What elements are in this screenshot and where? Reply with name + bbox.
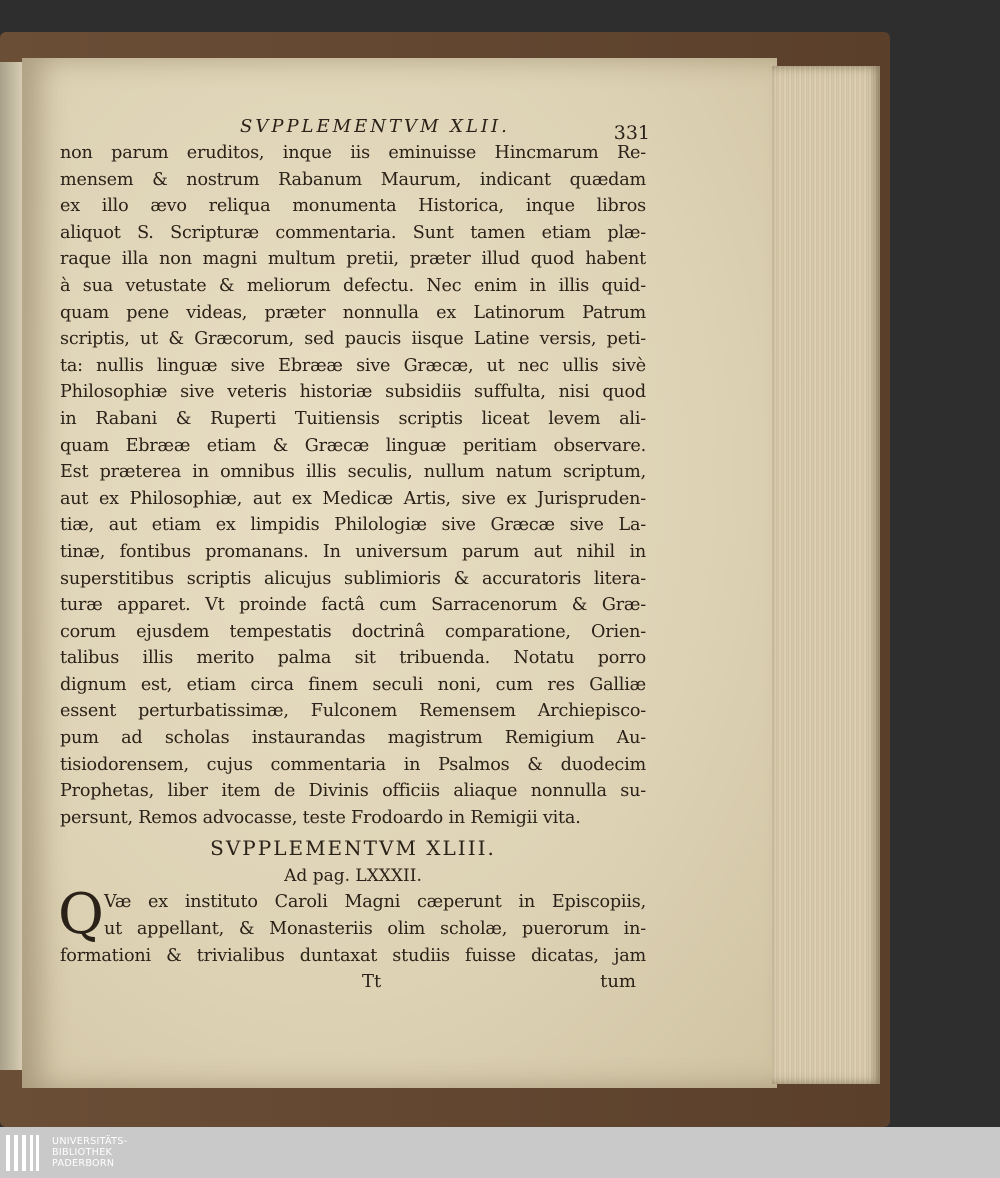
text-line: Philosophiæ sive veteris historiæ subsidiis suffulta, nisi quod xyxy=(60,382,646,403)
section-subtitle: Ad pag. LXXXII. xyxy=(284,866,422,887)
text-line: tisiodorensem, cujus commentaria in Psalmos & duodecim xyxy=(60,754,646,775)
text-line: persunt, Remos advocasse, teste Frodoardo in Remigii vita. xyxy=(60,807,581,828)
library-name-line: BIBLIOTHEK xyxy=(52,1147,113,1158)
running-head-title: SVPPLEMENTVM XLII. xyxy=(240,116,510,137)
page-foot xyxy=(60,969,646,997)
library-name-line: UNIVERSITÄTS- xyxy=(52,1136,128,1147)
running-head xyxy=(60,110,650,144)
text-line: turæ apparet. Vt proinde factâ cum Sarracenorum & Græ- xyxy=(60,595,646,616)
body-text xyxy=(60,140,646,831)
library-name xyxy=(52,1136,127,1169)
page-fore-edge xyxy=(772,66,880,1084)
text-line: talibus illis merito palma sit tribuenda. Notatu porro xyxy=(60,648,646,669)
text-line: quam pene videas, præter nonnulla ex Latinorum Patrum xyxy=(60,302,646,323)
text-line: non parum eruditos, inque iis eminuisse Hincmarum Re- xyxy=(60,143,646,163)
text-line: tinæ, fontibus promanans. In universum parum aut nihil in xyxy=(60,541,646,562)
page-number: 331 xyxy=(613,122,650,144)
footer-bar xyxy=(0,1127,1000,1178)
text-line: tiæ, aut etiam ex limpidis Philologiæ sive Græcæ sive La- xyxy=(60,515,646,536)
text-line: mensem & nostrum Rabanum Maurum, indicant quædam xyxy=(60,169,646,190)
section-title: SVPPLEMENTVM XLIII. xyxy=(210,836,496,861)
text-line: formationi & trivialibus duntaxat studiis fuisse dicatas, jam xyxy=(60,945,646,966)
text-line: pum ad scholas instaurandas magistrum Remigium Au- xyxy=(60,728,646,749)
left-page-edge xyxy=(0,62,24,1070)
catchword: tum xyxy=(600,971,636,993)
text-line: aliquot S. Scripturæ commentaria. Sunt tamen etiam plæ- xyxy=(60,222,646,243)
text-line: raque illa non magni multum pretii, præter illud quod habent xyxy=(60,249,646,270)
text-line: essent perturbatissimæ, Fulconem Remensem Archiepisco- xyxy=(60,701,646,722)
text-line: Væ ex instituto Caroli Magni cæperunt in Episcopiis, xyxy=(104,892,646,913)
signature-mark: Tt xyxy=(362,971,382,993)
section-text xyxy=(58,882,646,969)
text-line: à sua vetustate & meliorum defectu. Nec enim in illis quid- xyxy=(60,275,646,296)
drop-cap: Q xyxy=(58,882,104,948)
text-line: aut ex Philosophiæ, aut ex Medicæ Artis, sive ex Jurispruden- xyxy=(60,488,646,509)
library-name-line: PADERBORN xyxy=(52,1158,115,1169)
text-line: scriptis, ut & Græcorum, sed paucis iisque Latine versis, peti- xyxy=(60,329,646,350)
text-line: Prophetas, liber item de Divinis officiis aliaque nonnulla su- xyxy=(60,781,646,802)
text-line: ex illo ævo reliqua monumenta Historica, inque libros xyxy=(60,196,646,217)
text-line: quam Ebrææ etiam & Græcæ linguæ peritiam observare. xyxy=(60,435,646,456)
text-line: ta: nullis linguæ sive Ebrææ sive Græcæ, ut nec ullis sivè xyxy=(60,355,646,376)
library-logo-icon xyxy=(6,1135,40,1171)
text-line: superstitibus scriptis alicujus sublimioris & accuratoris litera- xyxy=(60,568,646,589)
text-line: ut appellant, & Monasteriis olim scholæ, puerorum in- xyxy=(104,919,646,940)
text-line: dignum est, etiam circa finem seculi noni, cum res Galliæ xyxy=(60,674,646,695)
text-line: in Rabani & Ruperti Tuitiensis scriptis liceat levem ali- xyxy=(60,408,646,429)
text-line: Est præterea in omnibus illis seculis, nullum natum scriptum, xyxy=(60,462,646,483)
page-text xyxy=(58,110,650,997)
text-line: corum ejusdem tempestatis doctrinâ comparatione, Orien- xyxy=(60,621,646,642)
